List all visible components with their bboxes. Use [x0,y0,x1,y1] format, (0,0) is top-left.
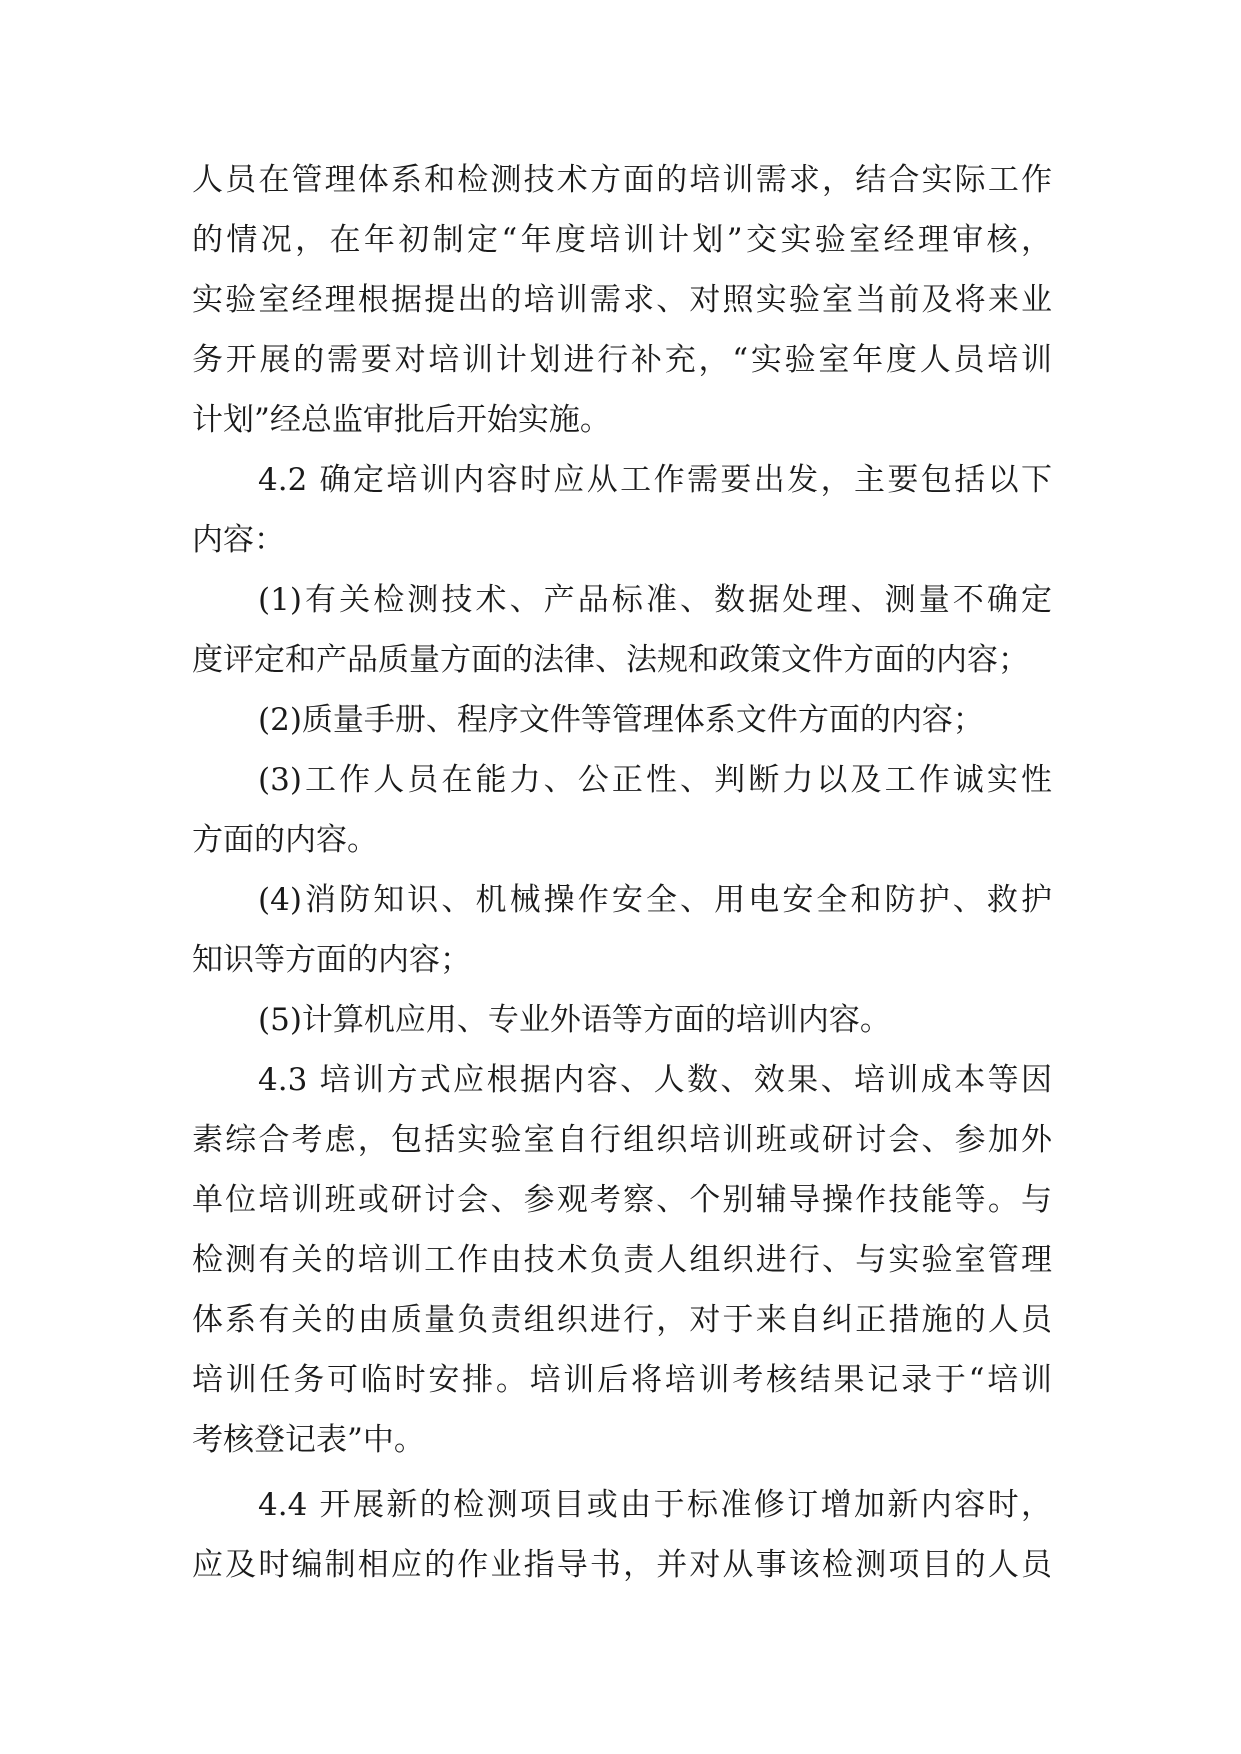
text-line: 知识等方面的内容； [192,942,471,978]
section-heading-line: 4.2 确定培训内容时应从工作需要出发，主要包括以下 [258,462,1052,498]
text-line: 应及时编制相应的作业指导书，并对从事该检测项目的人员 [192,1547,1052,1583]
text-line: 体系有关的由质量负责组织进行，对于来自纠正措施的人员 [192,1302,1052,1338]
text-line: 培训任务可临时安排。培训后将培训考核结果记录于“培训 [192,1362,1052,1398]
text-line: 度评定和产品质量方面的法律、法规和政策文件方面的内容； [192,642,1029,678]
text-line: 的情况，在年初制定“年度培训计划”交实验室经理审核， [192,222,1052,258]
text-line: 考核登记表”中。 [192,1422,425,1458]
body-text [192,150,1052,1595]
list-item-line: (2)质量手册、程序文件等管理体系文件方面的内容； [258,702,984,738]
text-line: 检测有关的培训工作由技术负责人组织进行、与实验室管理 [192,1242,1052,1278]
text-line: 方面的内容。 [192,822,378,858]
text-line: 务开展的需要对培训计划进行补充，“实验室年度人员培训 [192,342,1052,378]
list-item-line: (4)消防知识、机械操作安全、用电安全和防护、救护 [258,882,1052,918]
text-line: 内容： [192,522,285,558]
text-line: 单位培训班或研讨会、参观考察、个别辅导操作技能等。与 [192,1182,1052,1218]
text-line: 计划”经总监审批后开始实施。 [192,402,611,438]
section-heading-line: 4.3 培训方式应根据内容、人数、效果、培训成本等因 [258,1062,1052,1098]
text-line: 实验室经理根据提出的培训需求、对照实验室当前及将来业 [192,282,1052,318]
text-line: 人员在管理体系和检测技术方面的培训需求，结合实际工作 [192,162,1052,198]
list-item-line: (1)有关检测技术、产品标准、数据处理、测量不确定 [258,582,1052,618]
list-item-line: (5)计算机应用、专业外语等方面的培训内容。 [258,1002,891,1038]
text-line: 素综合考虑，包括实验室自行组织培训班或研讨会、参加外 [192,1122,1052,1158]
list-item-line: (3)工作人员在能力、公正性、判断力以及工作诚实性 [258,762,1052,798]
section-heading-line: 4.4 开展新的检测项目或由于标准修订增加新内容时， [258,1487,1052,1523]
